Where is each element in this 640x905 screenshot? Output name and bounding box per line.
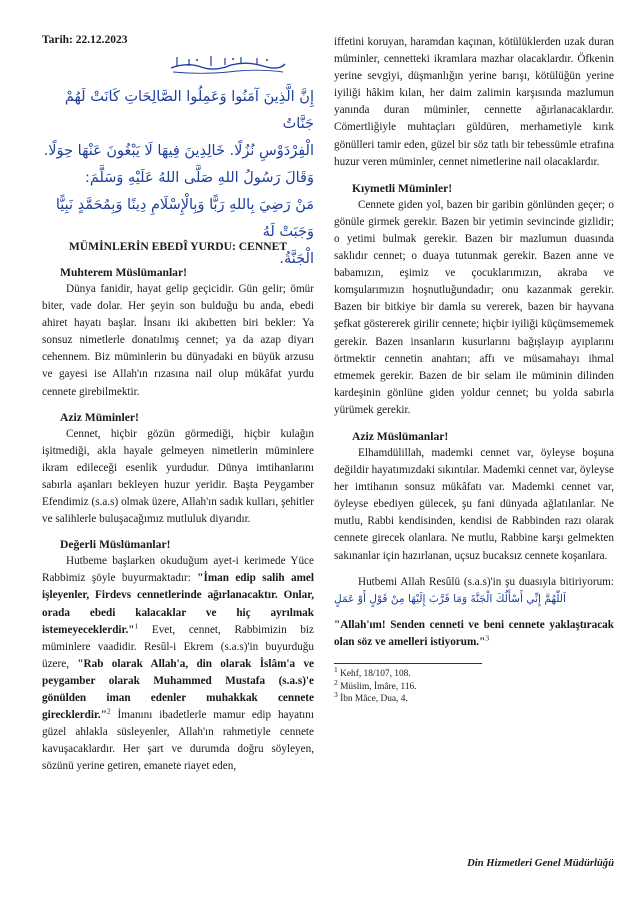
footnote-ref-1: 1 — [134, 620, 139, 630]
heading-aziz-muslumanlar: Aziz Müslümanlar! — [352, 429, 449, 443]
arabic-hadith-line-1: مَنْ رَضِيَ بِاللهِ رَبًّا وَبِالْإِسْلَامِ دِينًا وَبِمُحَمَّدٍ نَبِيًّا وَجَبَتْ لَهُ — [55, 197, 314, 240]
footnote-ref-3: 3 — [485, 633, 490, 643]
paragraph-8 — [334, 617, 614, 651]
paragraph-3-intro: Hutbeme başlarken okuduğum ayet-i kerimede Yüce Rabbimiz şöyle buyurmaktadır: — [42, 555, 314, 585]
heading-degerli: Değerli Müslümanlar! — [60, 538, 171, 552]
footnote-num-1: 1 — [334, 664, 338, 674]
footnote-text-1: Kehf, 18/107, 108. — [340, 669, 411, 679]
left-body — [42, 238, 314, 775]
right-body — [334, 34, 614, 706]
heading-aziz-mUminler: Aziz Müminler! — [60, 410, 139, 424]
footnote-num-3: 3 — [334, 690, 338, 700]
footnote-text-3: İbn Mâce, Dua, 4. — [340, 694, 408, 705]
footnote-3 — [334, 690, 614, 706]
verse-translation: "İman edip salih amel işleyenler, Firdevs cennetlerinde ağırlanacaktır. Onlar, orada ebedi kalacaklar ve hiç ayrılmak istemeyeceklerdir." — [42, 572, 314, 636]
heading-muhterem: Muhterem Müslümanlar! — [60, 266, 187, 279]
signature: Din Hizmetleri Genel Müdürlüğü — [467, 858, 614, 869]
closing-dua-arabic: اَللّٰهُمَّ إِنِّي أَسْأَلُكَ الْجَنَّةَ وَمَا قَرَّبَ إِلَيْهَا مِنْ قَوْلٍ أَوْ عَمَلٍ — [334, 592, 566, 605]
arabic-verse-line-2: الْفِرْدَوْسِ نُزُلًا. خَالِدِينَ فِيهَا لَا يَبْغُونَ عَنْهَا حِوَلًا. — [43, 143, 314, 159]
closing-dua-translation: "Allah'ım! Senden cenneti ve beni cennete yaklaştıracak olan söz ve amelleri istiyorum." — [334, 618, 614, 648]
footnote-num-2: 2 — [334, 677, 338, 687]
basmala-calligraphy-icon — [167, 53, 287, 75]
footnote-1 — [334, 664, 614, 681]
arabic-hadith-line-2: الْجَنَّةُ. — [279, 251, 314, 267]
footnote-text-2: Müslim, İmâre, 116. — [340, 681, 417, 692]
sermon-title: MÜMİNLERİN EBEDÎ YURDU: CENNET — [68, 240, 288, 253]
heading-kiymetli: Kıymetli Müminler! — [352, 181, 453, 195]
date-line: Tarih: 22.12.2023 — [42, 34, 128, 46]
paragraph-4: iffetini koruyan, haramdan kaçınan, kötülüklerden uzak duran müminler, cennetteki ikramlara mazhar olacaklardır. Öfkenin yerine sevgiyi, düşmanlığın yerine barışı, kötülüğün yerine iyiliği hâkim kılan, her daim zalimin karşısında mazlumun yanında duran müminler, cennette ağırlanacaklardır. Cömertliğiyle muhtaçları güldüren, merhametiyle kırık gönülleri tamir eden, güzel bir söz tatlı bir tebessümle etrafına huzur veren müminler, cennet nimetlerine nail olacaklardır. — [334, 36, 614, 168]
paragraph-7 — [334, 574, 614, 608]
arabic-verse-line-1: إِنَّ الَّذِينَ آمَنُوا وَعَمِلُوا الصَّالِحَاتِ كَانَتْ لَهُمْ جَنَّاتُ — [64, 89, 314, 132]
hadith-translation: "Rab olarak Allah'a, din olarak İslâm'a ve peygamber olarak Muhammed Mustafa (s.a.s)'e gönülden iman edenler muhakkak cennete girecklerdir." — [42, 657, 314, 722]
paragraph-3-end: İmanını ibadetlerle mamur edip hayatını güzel ahlakla süsleyenler, Allah'ın rahmetiyle cennete kavuşacaklardır. Her şart ve durumda doğru söyleyen, sözünü yerine getiren, emanete riayet eden, — [42, 709, 314, 773]
closing-intro: Hutbemi Allah Resûlü (s.a.s)'in şu duasıyla bitiriyorum: — [358, 575, 614, 588]
arabic-hadith-intro: وَقَالَ رَسُولُ اللهِ صَلَّى اللهُ عَلَيْهِ وَسَلَّمَ: — [84, 170, 314, 186]
paragraph-2: Cennet, hiçbir gözün görmediği, hiçbir kulağın işitmediği, akla hayale gelmeyen nimetlerin müminlere ikram edileceği esenlik yurdudur. Dünya imtihanlarını sabırla aşanları bekleyen huzur yeridir. Başta Peygamber Efendimiz (s.a.s) olmak üzere, Allah'ın sadık kulları, şehitler ve salihlerle buluşacağımız mutluluk diyarıdır. — [42, 427, 314, 526]
paragraph-3 — [42, 553, 314, 775]
paragraph-5: Cennete giden yol, bazen bir garibin gönlünden geçer; o gönüle girmek gerekir. Bazen bir yetimin sevincinde gizlidir; o yetimi bulmak gerekir. Bazen bir mazlumun duasında saklıdır cennet; o duaya tutunmak gerekir. Bazen anne ve babamızın, eşimiz ve çocuklarımızın, akraba ve komşularımızın hoşnutluğundadır; onu kazanmak gerekir. Bazen bir bitkiye bir damla su vererek, bazen bir hayvana şefkat göstererek girilir cennete; hiçbir iyiliği küçümsememek gerekir. Bazen insanların kusurlarını bağışlayıp ayıplarını örtmektir cennetin anahtarı; affı ve müsamahayı ihmal etmemek gerekir. Bazen de bir selam ile müminin dilinden kardeşinin gönlüne giden yoldur cennet; bu yolda sabırla yürümek gerekir. — [334, 198, 614, 416]
paragraph-3-middle: Evet, cennet, Rabbimizin biz müminlere vaadidir. Resûl-i Ekrem (s.a.s)'in buyurduğu üzere, — [42, 623, 314, 670]
footnote-2 — [334, 677, 614, 694]
footnote-ref-2: 2 — [106, 706, 111, 716]
paragraph-6: Elhamdülillah, mademki cennet var, öyleyse boşuna değildir hayatımızdaki sıkıntılar. Mademki cennet var, öyleyse her imtihanın sonsuz mükâfatı var. Mademki cennet var, öyleyse ebediyen gülecek, şu fani dünyada ağlatılanlar. Ne mutlu, Rabbi kendisinden, kendisi de Rabbinden razı olarak cennete girecek olanlara. Ne mutlu, Rabbine karşı gelmekten sakınanlar için hazırlanan, uçsuz bucaksız cennete koşanlara. — [334, 446, 614, 562]
paragraph-1: Dünya fanidir, hayat gelip geçicidir. Gün gelir; ömür biter, vade dolar. Her şeyin son bulduğu bu anda, ebedi ahiret hayatı başlar. İnsanı iki akıbetten biri bekler: Ya sonsuz nimetlerle donatılmış cennet; ya da azap diyarı cehennem. Biz müminlerin bu dünyadaki en büyük arzusu ve gayesi ise Allah'ın rızasına nail olup mükâfat yurdu cennete girebilmektir. — [42, 283, 314, 398]
